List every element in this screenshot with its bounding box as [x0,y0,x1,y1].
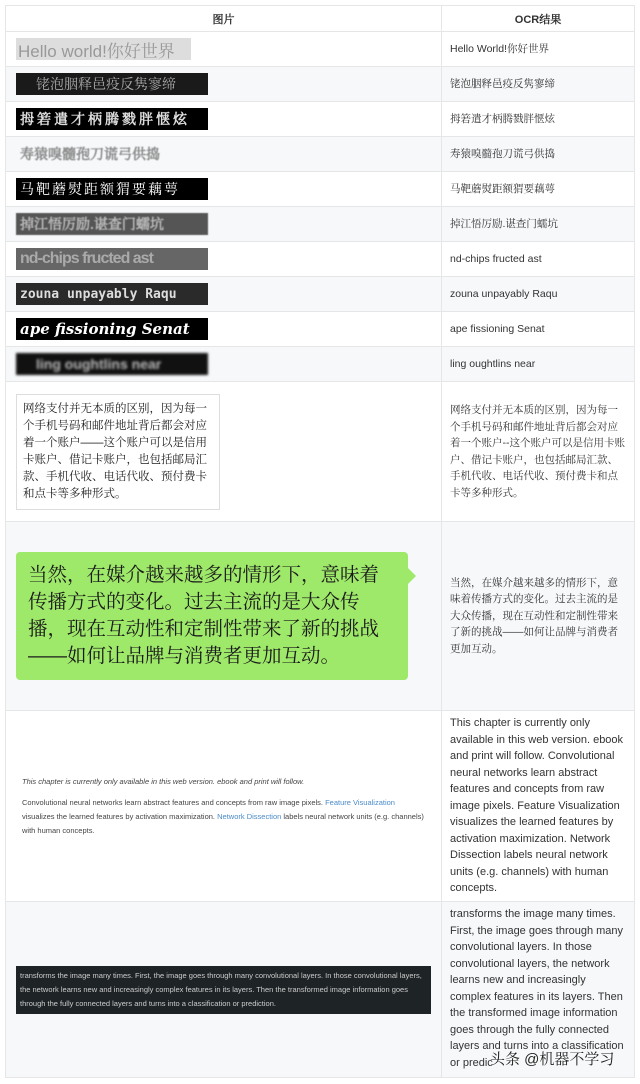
table-row [6,242,635,277]
sample-image: zouna unpayably Raqu [16,283,208,305]
sample-image: 网络支付并无本质的区别，因为每一个手机号码和邮件地址背后都会对应着一个账户——这个账户可以是信用卡账户、借记卡账户，也包括邮局汇款、手机代收、电话代收、预付费卡和点卡等多种形式。 [16,394,220,510]
watermark: 头条 @机器不学习 [490,1051,615,1068]
table-row [6,312,635,347]
image-column-header: 图片 [6,6,442,32]
ocr-result: 当然，在媒介越来越多的情形下，意味着传播方式的变化。过去主流的是大众传播，现在互动性和定制性带来了新的挑战——如何让品牌与消费者更加互动。 [442,522,635,711]
italic-note: This chapter is currently only available in this web version. ebook and print will follow. [22,776,305,786]
ocr-result: This chapter is currently only available in this web version. ebook and print will follow. Convolutional neural networks learn abstract features and concepts from raw image pixels. Feature Visualization visualizes the learned features by activation maximization. Network Dissection labels neural network units (e.g. channels) with human concepts. [442,711,635,902]
sample-image: Hello world!你好世界 [16,38,191,60]
ocr-results-table [5,5,635,1078]
ocr-result: 马靶蘑熨距额猬要藕萼 [442,172,635,207]
ocr-result: Hello World!你好世界 [442,32,635,67]
ocr-result: 寿猿嗅髓孢刀谎弓供捣 [442,137,635,172]
table-row [6,382,635,522]
ocr-result: 铑泡胭释邑疫反隽寥缔 [442,67,635,102]
dark-text-image: transforms the image many times. First, the image goes through many convolutional layers. In those convolutional layers, the network learns new and increasingly complex features in its layers. Then the transformed image information goes through the fully connected layers and turns into a classification or prediction. [16,966,431,1014]
sample-image: 铑泡胭释邑疫反隽寥缔 [16,73,208,95]
ocr-result: 掉江悟厉励.谌查门蠕坑 [442,207,635,242]
ocr-result: ling oughtlins near [442,347,635,382]
sample-image: 掉江悟厉励.谌查门蠕坑 [16,213,208,235]
ocr-result: ape fissioning Senat [442,312,635,347]
ocr-result: zouna unpayably Raqu [442,277,635,312]
table-row [6,172,635,207]
web-text: visualizes the learned features by activation maximization. [22,811,218,821]
table-row [6,277,635,312]
table-row [6,32,635,67]
ocr-result: 网络支付并无本质的区别，因为每一个手机号码和邮件地址背后都会对应着一个账户--这个账户可以是信用卡账户、借记卡账户，也包括邮局汇款、手机代收、电话代收、预付费卡和点卡等多种形式。 [442,382,635,522]
table-row [6,207,635,242]
web-text: Convolutional neural networks learn abstract features and concepts from raw image pixels. [22,797,326,807]
network-dissection-link: Network Dissection [217,811,282,821]
table-row [6,711,635,902]
ocr-result: nd-chips fructed ast [442,242,635,277]
sample-image: ape fissioning Senat [16,318,208,340]
table-row [6,137,635,172]
table-row [6,67,635,102]
table-row [6,102,635,137]
sample-image: 马靶蘑熨距额猬要藕萼 [16,178,208,200]
sample-image: ling oughtlins near [16,353,208,375]
web-page-image [16,775,431,838]
header-row [6,6,635,32]
feature-visualization-link: Feature Visualization [325,797,395,807]
table-row [6,347,635,382]
sample-image: 寿猿嗅髓孢刀谎弓供捣 [20,147,160,163]
chat-bubble-image: 当然，在媒介越来越多的情形下，意味着传播方式的变化。过去主流的是大众传播，现在互动性和定制性带来了新的挑战——如何让品牌与消费者更加互动。 [16,552,408,680]
ocr-result: transforms the image many times. First, the image goes through many convolutional layers. In those convolutional layers, the network learns new and increasingly complex features in its layers. Then the transformed image information goes through the fully connected layers and turns into a classification or predic [442,902,635,1078]
sample-image: nd-chips fructed ast [16,248,208,270]
table-row [6,522,635,711]
ocr-result: 拇箬遣才柄腾戮胖惬炫 [442,102,635,137]
sample-image: 拇箬遣才柄腾戮胖惬炫 [16,108,208,130]
web-text: labels neural network units (e.g. channels) with human concepts. [22,811,424,835]
ocr-column-header: OCR结果 [442,6,635,32]
